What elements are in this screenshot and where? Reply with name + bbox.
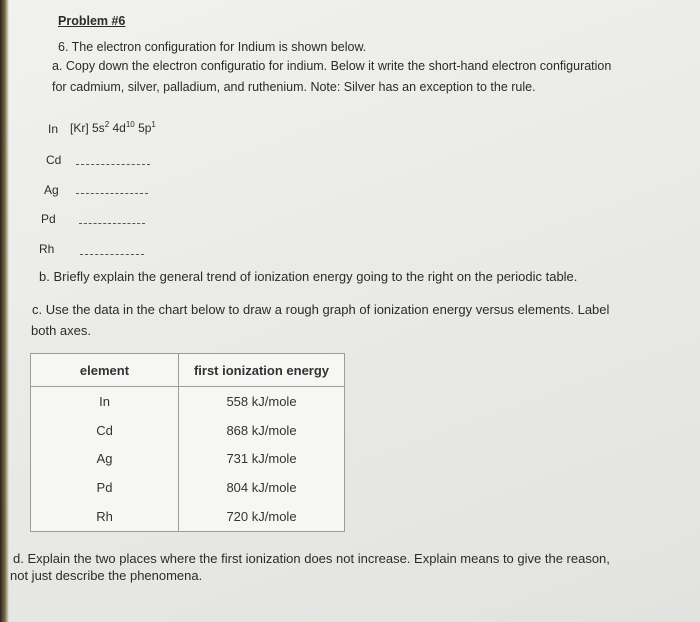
problem-title: Problem #6 [58,14,126,28]
element-label-pd: Pd [41,212,56,226]
part-a-line-1: a. Copy down the electron configuratio for indium. Below it write the short-hand electron configuration [52,59,612,73]
table-cell-element: Ag [31,445,179,474]
table-cell-element: Cd [31,416,179,445]
element-label-cd: Cd [46,153,62,167]
part-c-line-2: both axes. [31,323,91,338]
table-cell-element: In [31,387,179,417]
table-cell-element: Pd [31,473,179,502]
part-d-line-1: d. Explain the two places where the first ionization does not increase. Explain means to give the reason, [13,551,610,566]
part-b-text: b. Briefly explain the general trend of ionization energy going to the right on the periodic table. [39,269,578,284]
part-a-line-2: for cadmium, silver, palladium, and ruthenium. Note: Silver has an exception to the rule. [52,80,536,94]
table-cell-element: Rh [31,502,179,532]
blank-line-rh[interactable] [80,254,144,255]
element-label-ag: Ag [44,183,59,197]
question-6-text: 6. The electron configuration for Indium is shown below. [58,40,367,54]
table-row [31,416,345,445]
table-row [31,445,345,474]
table-row [31,387,345,417]
table-cell-energy: 558 kJ/mole [179,387,345,417]
element-label-rh: Rh [39,242,55,256]
ionization-energy-table [30,353,345,532]
table-header-element: element [31,354,179,387]
table-header-row [31,354,345,387]
indium-symbol: In [48,122,59,136]
table-cell-energy: 868 kJ/mole [179,416,345,445]
part-c-line-1: c. Use the data in the chart below to draw a rough graph of ionization energy versus elements. Label [32,302,610,317]
table-cell-energy: 804 kJ/mole [179,473,345,502]
table-row [31,502,345,532]
table-header-energy: first ionization energy [179,354,345,387]
blank-line-pd[interactable] [79,223,145,224]
photo-left-edge [0,0,9,622]
part-d-line-2: not just describe the phenomena. [10,568,203,583]
table-row [31,473,345,502]
table-cell-energy: 720 kJ/mole [179,502,345,532]
table-cell-energy: 731 kJ/mole [179,445,345,474]
blank-line-cd[interactable] [76,164,150,165]
indium-configuration: [Kr] $5s^2$ $4d^{10}$ $5p^1$ [70,120,156,135]
blank-line-ag[interactable] [76,193,148,194]
